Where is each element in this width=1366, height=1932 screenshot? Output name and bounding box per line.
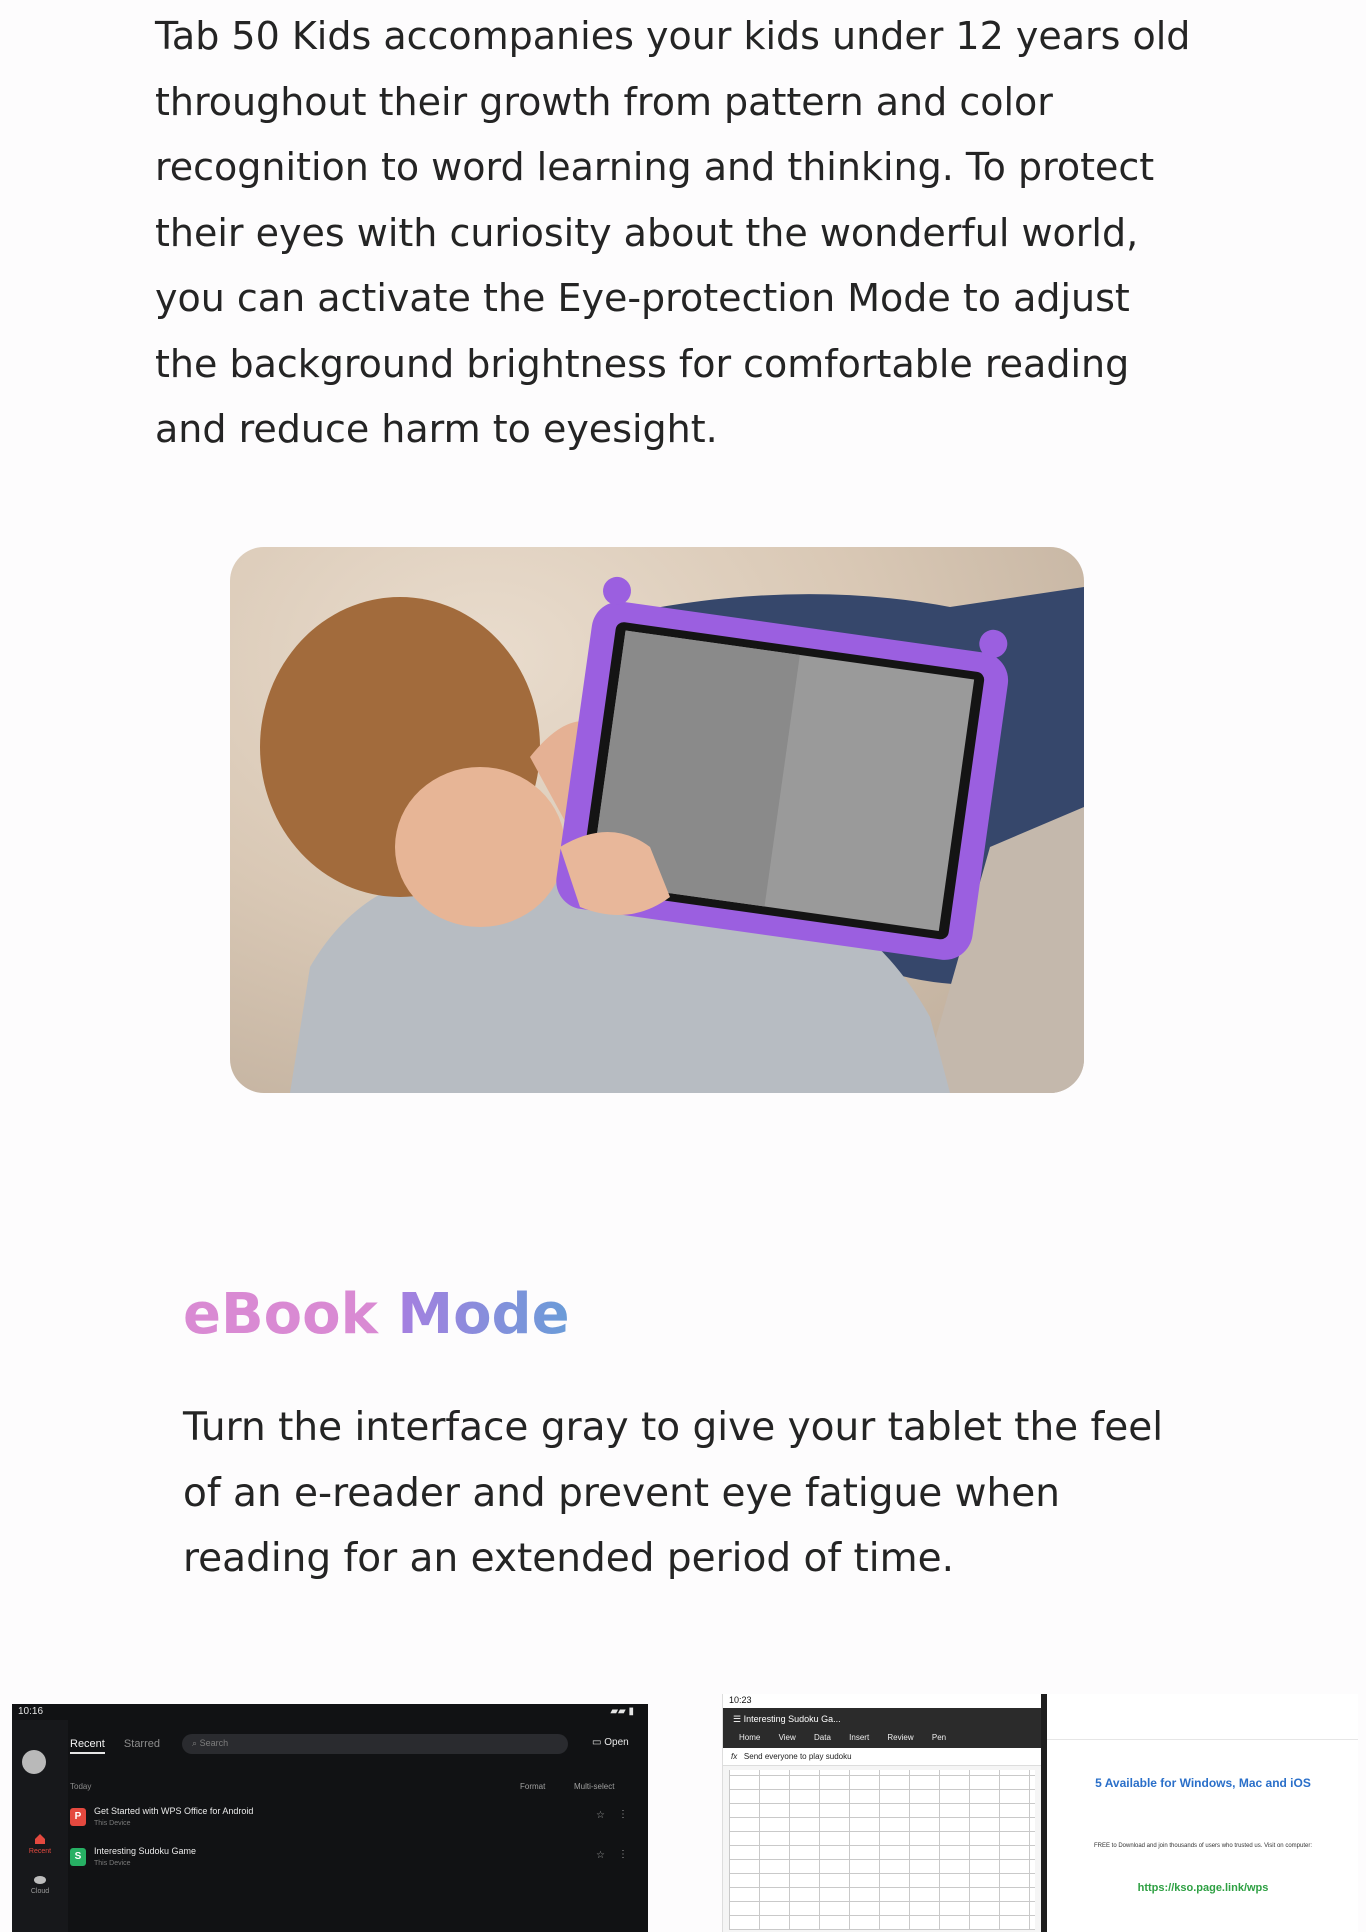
- wps-home-screenshot: [12, 1704, 648, 1932]
- file-name: Get Started with WPS Office for Android: [94, 1806, 254, 1816]
- rail-item-recent[interactable]: [16, 1832, 64, 1855]
- presentation-file-icon: P: [70, 1808, 86, 1826]
- document-title: [723, 1708, 1041, 1730]
- spreadsheet-grid[interactable]: [729, 1770, 1035, 1930]
- rail-item-cloud-label: Cloud: [30, 1888, 50, 1895]
- tab-recent[interactable]: Recent: [70, 1738, 105, 1754]
- cloud-icon: [33, 1872, 47, 1886]
- promo-link[interactable]: https://kso.page.link/wps: [1137, 1882, 1269, 1894]
- open-button[interactable]: [592, 1737, 629, 1748]
- ebook-mode-description: Turn the interface gray to give your tablet the feel of an e-reader and prevent eye fatigue when reading for an extended period of time.: [183, 1405, 1164, 1581]
- spreadsheet-file-icon: S: [70, 1848, 86, 1866]
- kid-with-tablet-photo: [230, 547, 1084, 1093]
- rail-item-recent-label: Recent: [28, 1848, 52, 1855]
- promo-small-text: FREE to Download and join thousands of users who trusted us. Visit on computer:: [1093, 1843, 1312, 1849]
- menu-icon[interactable]: ☰: [733, 1714, 742, 1724]
- list-item[interactable]: [70, 1804, 630, 1834]
- more-icon[interactable]: ⋮: [618, 1809, 628, 1820]
- spreadsheet-pane: [723, 1708, 1041, 1932]
- menu-review[interactable]: Review: [887, 1733, 914, 1742]
- status-bar: [12, 1704, 648, 1720]
- status-time: 10:16: [18, 1706, 44, 1717]
- search-placeholder: Search: [199, 1738, 229, 1748]
- search-icon: ⌕: [192, 1738, 198, 1748]
- document-title-text: Interesting Sudoku Ga...: [743, 1714, 841, 1724]
- search-input[interactable]: [182, 1734, 568, 1754]
- menu-home[interactable]: Home: [739, 1733, 761, 1742]
- home-icon: [33, 1832, 47, 1846]
- split-screen-screenshot: [722, 1694, 1358, 1932]
- list-item[interactable]: [70, 1844, 630, 1874]
- side-rail: [12, 1720, 68, 1932]
- ebook-title-word2: Mode: [397, 1282, 570, 1347]
- file-location: This Device: [94, 1820, 131, 1827]
- status-time: 10:23: [729, 1695, 752, 1705]
- file-name: Interesting Sudoku Game: [94, 1846, 197, 1856]
- formula-text: Send everyone to play sudoku: [743, 1752, 852, 1761]
- more-icon[interactable]: ⋮: [618, 1849, 628, 1860]
- file-location: This Device: [94, 1860, 131, 1867]
- ribbon-menu: [723, 1730, 1041, 1748]
- intro-paragraph: Tab 50 Kids accompanies your kids under 12 years old throughout their growth from pattern and color recognition to word learning and thinking. To protect their eyes with curiosity about the wonderful world, you can activate the Eye-protection Mode to adjust the background brightness for comfortable reading and reduce harm to eyesight.: [155, 14, 1191, 451]
- star-icon[interactable]: ☆: [596, 1810, 605, 1821]
- menu-insert[interactable]: Insert: [849, 1733, 870, 1742]
- star-icon[interactable]: ☆: [596, 1850, 605, 1861]
- function-icon: fx: [731, 1752, 738, 1761]
- section-today-label: Today: [70, 1782, 92, 1791]
- tab-starred[interactable]: Starred: [123, 1738, 160, 1750]
- menu-data[interactable]: Data: [814, 1733, 831, 1742]
- menu-pen[interactable]: Pen: [931, 1733, 947, 1742]
- promo-header: [1047, 1708, 1358, 1740]
- ebook-mode-title: [183, 1282, 570, 1347]
- menu-view[interactable]: View: [778, 1733, 796, 1742]
- rail-item-cloud[interactable]: [16, 1872, 64, 1895]
- format-button[interactable]: Format: [520, 1782, 546, 1791]
- ebook-title-word1: eBook: [183, 1282, 378, 1347]
- promo-pane: [1047, 1708, 1358, 1932]
- open-button-label: Open: [604, 1737, 629, 1748]
- face-shape: [395, 767, 565, 927]
- promo-title: 5 Available for Windows, Mac and iOS: [1095, 1776, 1311, 1790]
- photo-illustration: [230, 547, 1084, 1093]
- folder-icon: ▭: [592, 1737, 602, 1748]
- multi-select-button[interactable]: Multi-select: [574, 1782, 615, 1791]
- avatar[interactable]: [22, 1750, 46, 1774]
- battery-icon: ▰▰ ▮: [610, 1706, 634, 1717]
- tab-bar: [70, 1738, 176, 1754]
- formula-bar[interactable]: [723, 1748, 1041, 1766]
